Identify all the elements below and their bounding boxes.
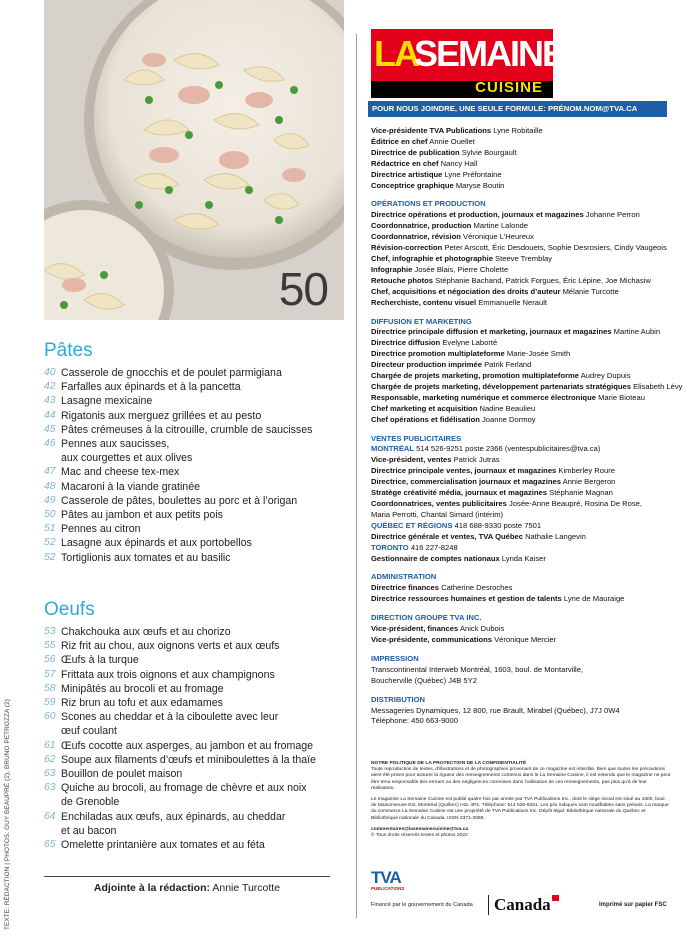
toc-item-line: Farfalles aux épinards et à la pancetta	[61, 381, 241, 394]
toc-item	[44, 753, 344, 767]
toc-page-number: 53	[44, 626, 56, 637]
masthead-row	[371, 381, 683, 393]
toc-item	[44, 394, 344, 408]
toc-page-number: 40	[44, 367, 56, 378]
masthead-row	[371, 349, 671, 360]
masthead-value: Transcontinental Interweb Montréal, 1603, boul. de Montarville,	[371, 664, 584, 674]
toc-page-number: 59	[44, 697, 56, 709]
masthead-value: Martine Aubin	[613, 327, 661, 337]
masthead-value: Stéphanie Magnan	[549, 488, 613, 498]
editorial-assistant-name: Annie Turcotte	[212, 882, 281, 894]
toc-page-number: 50	[44, 509, 56, 521]
masthead-value: Joanne Dormoy	[481, 414, 536, 424]
toc-item-title	[61, 380, 344, 394]
toc-item-line: Casserole de gnocchis et de poulet parmigiana	[61, 367, 282, 379]
masthead-row	[371, 543, 671, 554]
logo-cuisine: CUISINE	[475, 79, 543, 96]
masthead-value: Josée Blais, Pierre Cholette	[414, 264, 509, 274]
masthead-value: Annie Bergeron	[562, 477, 616, 487]
masthead-role: Révision-correction	[371, 243, 443, 253]
page-number-badge: 50	[278, 263, 328, 315]
masthead-value: Patrick Jutras	[453, 455, 500, 465]
policy-title: NOTRE POLITIQUE DE LA PROTECTION DE LA CONFIDENTIALITÉ	[371, 761, 527, 766]
toc-item	[44, 767, 344, 781]
toc-page-number: 45	[44, 423, 56, 435]
masthead-row	[371, 221, 671, 232]
toc-item-line: Bouillon de poulet maison	[61, 768, 183, 781]
masthead-value: Emmanuelle Nerault	[478, 297, 548, 307]
comments-email: commentaires@lasemainecuisine@tva.ca	[371, 826, 469, 832]
masthead-row	[371, 287, 671, 298]
masthead-row	[371, 327, 671, 338]
masthead-value: Nathalie Langevin	[525, 531, 586, 541]
masthead-role: Chargée de projets marketing, développement partenariats stratégiques	[371, 381, 631, 391]
toc-item-title	[61, 653, 344, 667]
masthead-role: Conceptrice graphique	[371, 180, 454, 190]
masthead-role: Éditrice en chef	[371, 136, 428, 146]
toc-page-number: 47	[44, 466, 56, 478]
section-title-oeufs: Oeufs	[44, 599, 95, 620]
masthead-value: Maria Perrotti, Chantal Simard (intérim)	[371, 509, 504, 519]
toc-item-title	[61, 409, 344, 423]
masthead-row	[371, 210, 671, 221]
fsc-notice: Imprimé sur papier FSC	[599, 902, 667, 908]
masthead-value: Marie-Josée Smith	[506, 349, 571, 359]
toc-page-number: 64	[44, 810, 56, 822]
masthead-role: Rédactrice en chef	[371, 158, 439, 168]
toc-page-number: 46	[44, 438, 56, 450]
toc-item-line: Mac and cheese tex-mex	[61, 466, 180, 479]
toc-item-line: Scones au cheddar et à la ciboulette avec leur	[61, 711, 279, 724]
masthead-role: Responsable, marketing numérique et commerce électronique	[371, 392, 596, 402]
toc-item-line: Omelette printanière aux tomates et au féta	[61, 839, 265, 852]
masthead-value: Sylvie Bourgault	[461, 147, 517, 157]
toc-item	[44, 838, 344, 852]
masthead-role: Coordonnatrices, ventes publicitaires	[371, 499, 507, 508]
masthead-row	[371, 488, 671, 499]
masthead-row	[371, 665, 671, 676]
masthead-row	[371, 477, 671, 488]
masthead-role: Vice-président, finances	[371, 624, 459, 634]
toc-item-line: de Grenoble	[61, 796, 120, 809]
toc-item-line: Œufs à la turque	[61, 654, 139, 667]
toc-item-title	[61, 551, 344, 565]
masthead-role: Directrice principale ventes, journaux et magazines	[371, 466, 557, 476]
toc-item-line: aux courgettes et aux olives	[61, 452, 193, 465]
tva-sub: PUBLICATIONS	[371, 886, 405, 891]
toc-item-title	[61, 753, 344, 767]
toc-item	[44, 625, 344, 639]
toc-item-line: Pâtes crémeuses à la citrouille, crumble de saucisses	[61, 423, 313, 436]
toc-page-number: 44	[44, 409, 56, 421]
masthead-value: Lyne Préfontaine	[444, 169, 502, 179]
masthead-value: Lynda Kaiser	[501, 553, 546, 563]
toc-item-line: Œufs cocotte aux asperges, au jambon et au fromage	[61, 739, 314, 752]
masthead-role: Directrice ressources humaines et gestion de talents	[371, 594, 562, 604]
toc-page-number: 60	[44, 711, 56, 723]
toc-item-title	[61, 465, 344, 479]
masthead-row	[371, 716, 671, 727]
toc-item-line: Casserole de pâtes, boulettes au porc et à l’origan	[61, 494, 298, 507]
toc-item-title	[61, 366, 344, 380]
toc-page-number: 48	[44, 480, 56, 492]
rights-notice: © Tous droits réservés textes et photos 2022	[371, 833, 468, 839]
toc-item	[44, 522, 344, 536]
masthead-value: Véronique L’Heureux	[463, 232, 534, 242]
toc-item-title	[61, 767, 344, 781]
toc-item-title	[61, 394, 344, 408]
masthead-row	[371, 126, 671, 137]
toc-item-line: Pennes aux saucisses,	[61, 438, 170, 451]
masthead-role: Coordonnatrice, révision	[371, 232, 461, 242]
toc-list-oeufs	[44, 625, 344, 852]
canada-flag-icon	[552, 895, 559, 901]
masthead-value: Audrey Dupuis	[580, 371, 631, 381]
masthead-row	[371, 635, 671, 646]
toc-item-title	[61, 639, 344, 653]
toc-page-number: 57	[44, 668, 56, 680]
toc-item-line: Enchiladas aux œufs, aux épinards, au cheddar	[61, 810, 286, 823]
masthead-role: Vice-présidente TVA Publications	[371, 126, 492, 135]
toc-item-line: Pennes au citron	[61, 523, 141, 536]
gov-funding: Financé par le gouvernement du Canada	[371, 902, 473, 908]
section-title-pates: Pâtes	[44, 340, 93, 361]
toc-item-line: œuf coulant	[61, 725, 117, 738]
toc-item-line: Riz brun au tofu et aux edamames	[61, 697, 223, 710]
masthead-row	[371, 254, 671, 265]
masthead-role: Directrice principale diffusion et marketing, journaux et magazines	[371, 327, 612, 337]
masthead-row	[371, 276, 671, 287]
toc-item-line: Minipâtés au brocoli et au fromage	[61, 682, 224, 695]
toc-item	[44, 551, 344, 565]
masthead-value: Steeve Tremblay	[495, 253, 553, 263]
toc-item-line: Rigatonis aux merguez grillées et au pesto	[61, 409, 262, 422]
toc-item	[44, 480, 344, 494]
toc-item-line: et au bacon	[61, 824, 117, 837]
masthead-role: Chef marketing et acquisition	[371, 403, 478, 413]
masthead-role: Vice-président, ventes	[371, 455, 452, 465]
contact-banner: POUR NOUS JOINDRE, UNE SEULE FORMULE: PRÉNOM.NOM@TVA.CA	[368, 101, 667, 117]
masthead-role: Infographie	[371, 264, 413, 274]
masthead-role: Directrice diffusion	[371, 338, 441, 348]
toc-item-line: Lasagne mexicaine	[61, 395, 153, 408]
masthead-section-title: DISTRIBUTION	[371, 694, 425, 704]
masthead-value: Patrik Ferland	[484, 360, 532, 370]
toc-page-number: 62	[44, 753, 56, 765]
masthead-section-title: ADMINISTRATION	[371, 572, 437, 582]
masthead-section-title: DIRECTION GROUPE TVA INC.	[371, 613, 482, 623]
masthead-row	[371, 159, 671, 170]
toc-item	[44, 696, 344, 710]
toc-item-title	[61, 781, 344, 809]
toc-item-title	[61, 437, 344, 465]
masthead-value: Catherine Desroches	[441, 583, 513, 593]
masthead-row	[371, 360, 671, 371]
masthead-value: Martine Lalonde	[473, 221, 528, 231]
masthead-row	[371, 243, 671, 254]
masthead-role: Stratège créativité média, journaux et magazines	[371, 488, 547, 498]
canada-text: Canada	[494, 895, 551, 914]
toc-item	[44, 668, 344, 682]
masthead-role: Chef, acquisitions et négociation des droits d’auteur	[371, 286, 561, 296]
masthead-row	[371, 338, 671, 349]
toc-item-title	[61, 508, 344, 522]
masthead-row	[371, 554, 671, 565]
toc-page-number: 49	[44, 494, 56, 506]
toc-item	[44, 653, 344, 667]
masthead-row	[371, 583, 671, 594]
toc-item	[44, 494, 344, 508]
masthead-role: Gestionnaire de comptes nationaux	[371, 553, 500, 563]
policy-text: Toute reproduction de textes, d’illustrations et de photographies provenant de ce magazine est interdite. Bien que toutes les précautions aient été prises pour assurer la rigueur des renseignements contenus dans le La Semaine Cuisine, il est entendu que le magazine ne peut être tenu responsable des erreurs ou des négligences commises dans l’utilisation de ces renseignements, pas plus qu’à de leur réalisation.	[371, 767, 671, 791]
masthead-value: Evelyne Laborté	[442, 338, 498, 348]
toc-item-line: Pâtes au jambon et aux petits pois	[61, 509, 223, 522]
masthead-section-title: DIFFUSION ET MARKETING	[371, 316, 472, 326]
toc-item	[44, 739, 344, 753]
masthead-role: Vice-présidente, communications	[371, 634, 492, 644]
masthead-role: Directeur production imprimée	[371, 360, 482, 370]
masthead-role: Chef, infographie et photographie	[371, 253, 493, 263]
masthead-value: Johanne Perron	[585, 210, 640, 220]
toc-page-number: 63	[44, 768, 56, 780]
toc-item	[44, 409, 344, 423]
masthead-value: Lyne Robitaille	[493, 126, 543, 135]
toc-item	[44, 682, 344, 696]
masthead-row	[371, 404, 671, 415]
editorial-assistant-label: Adjointe à la rédaction:	[93, 882, 211, 894]
toc-item-title	[61, 696, 344, 710]
fine-print	[371, 761, 671, 839]
toc-item-line: Macaroni à la viande gratinée	[61, 480, 200, 493]
masthead-row	[371, 232, 671, 243]
toc-item	[44, 639, 344, 653]
toc-item-title	[61, 536, 344, 550]
masthead-value: Mélanie Turcotte	[562, 286, 619, 296]
toc-item-title	[61, 668, 344, 682]
masthead-value: Anick Dubois	[459, 624, 505, 634]
masthead-row	[371, 594, 671, 605]
masthead-value: Messageries Dynamiques, 12 800, rue Brault, Mirabel (Québec), J7J 0W4	[371, 705, 620, 715]
toc-item-title	[61, 838, 344, 852]
toc-item	[44, 810, 344, 838]
masthead-value: Nancy Hall	[440, 158, 478, 168]
masthead-row	[371, 415, 671, 426]
masthead-role: Directrice finances	[371, 583, 439, 593]
masthead-row	[371, 170, 671, 181]
toc-item-line: Tortiglionis aux tomates et au basilic	[61, 551, 231, 564]
toc-item-line: Lasagne aux épinards et aux portobellos	[61, 537, 252, 550]
column-divider	[356, 34, 357, 918]
logo-la: LA	[374, 33, 418, 74]
toc-item	[44, 508, 344, 522]
masthead-value: Téléphone: 450 663-9000	[371, 716, 458, 726]
toc-item-line: Riz frit au chou, aux oignons verts et aux œufs	[61, 640, 280, 653]
masthead-value: 418 688-9330 poste 7501	[454, 520, 542, 530]
masthead-role: Directrice de publication	[371, 147, 460, 157]
logo-semaine: SEMAINE	[414, 33, 565, 74]
masthead-value: Kimberley Roure	[558, 466, 615, 476]
toc-item-title	[61, 625, 344, 639]
toc-page-number: 63	[44, 782, 56, 794]
masthead-value: Elisabeth Lévy	[633, 381, 683, 391]
masthead-row	[371, 466, 671, 477]
masthead-value: Nadine Beaulieu	[479, 403, 536, 413]
toc-item-title	[61, 423, 344, 437]
masthead-role: Directrice, commercialisation journaux et magazines	[371, 477, 561, 487]
toc-page-number: 51	[44, 523, 56, 535]
masthead-role: Chargée de projets marketing, promotion multiplateforme	[371, 371, 580, 381]
toc-item	[44, 536, 344, 550]
toc-item-title	[61, 682, 344, 696]
masthead-role: Directrice générale et ventes, TVA Québec	[371, 531, 523, 541]
masthead-value: Annie Ouellet	[429, 136, 475, 146]
masthead-role: Retouche photos	[371, 275, 434, 285]
masthead-value: Maryse Boutin	[455, 180, 505, 190]
toc-page-number: 58	[44, 682, 56, 694]
masthead-value: Peter Arscott, Éric Desdouets, Sophie Desrosiers, Cindy Vaugeois	[444, 243, 667, 253]
masthead-role: Coordonnatrice, production	[371, 221, 472, 231]
toc-item-line: Frittata aux trois oignons et aux champignons	[61, 668, 275, 681]
toc-item-title	[61, 810, 344, 838]
gov-separator	[488, 895, 489, 915]
toc-page-number: 52	[44, 551, 56, 563]
toc-item	[44, 366, 344, 380]
toc-item-title	[61, 494, 344, 508]
toc-item-line: Chakchouka aux œufs et au chorizo	[61, 626, 231, 638]
masthead-region: QUÉBEC ET RÉGIONS	[371, 520, 453, 530]
masthead-value: Véronique Mercier	[494, 634, 557, 644]
masthead-row	[371, 298, 671, 309]
masthead-section-title: IMPRESSION	[371, 653, 419, 663]
photo-credit: TEXTE: RÉDACTION | PHOTOS: GUY BEAUPRÉ (2), BRUNO PETROZZA (2)	[4, 699, 11, 930]
toc-item-title	[61, 480, 344, 494]
toc-item	[44, 710, 344, 738]
masthead-row	[371, 532, 671, 543]
toc-list-pates	[44, 366, 344, 565]
tva-logo	[371, 868, 404, 891]
masthead	[371, 126, 683, 727]
masthead-value: Josée-Anne Beaupré, Rosina De Rose,	[509, 499, 642, 508]
toc-page-number: 52	[44, 537, 56, 549]
tva-mark: TVA	[371, 868, 401, 887]
masthead-value: Boucherville (Québec) J4B 5Y2	[371, 675, 477, 685]
toc-item-line: Soupe aux filaments d’œufs et miniboulettes à la thaïe	[61, 753, 316, 766]
masthead-role: Directrice promotion multiplateforme	[371, 349, 505, 359]
masthead-row	[371, 521, 671, 532]
masthead-section-title: VENTES PUBLICITAIRES	[371, 433, 462, 443]
masthead-role: Directrice opérations et production, journaux et magazines	[371, 210, 584, 220]
masthead-row	[371, 148, 671, 159]
magazine-logo	[371, 29, 565, 98]
cover-photo	[44, 0, 344, 320]
masthead-value: Stéphanie Bachand, Patrick Forgues, Éric Lépine, Joe Michasiw	[435, 275, 651, 285]
toc-item	[44, 380, 344, 394]
toc-item-title	[61, 522, 344, 536]
toc-item	[44, 781, 344, 809]
toc-page-number: 43	[44, 395, 56, 407]
masthead-role: Directrice artistique	[371, 169, 443, 179]
masthead-row	[371, 265, 671, 276]
masthead-row	[371, 499, 671, 510]
masthead-value: 416 227-8248	[410, 542, 458, 552]
toc-item	[44, 465, 344, 479]
toc-page-number: 65	[44, 839, 56, 851]
toc-item	[44, 437, 344, 465]
masthead-row	[371, 706, 671, 717]
masthead-row	[371, 181, 671, 192]
toc-page-number: 55	[44, 640, 56, 652]
toc-page-number: 61	[44, 739, 56, 751]
masthead-region: TORONTO	[371, 542, 409, 552]
masthead-row	[371, 393, 671, 404]
toc-item-line: Quiche au brocoli, au fromage de chèvre et aux noix	[61, 782, 307, 795]
legal-text: Le magazine La Semaine Cuisine est publié quatre fois par année par TVA Publications Inc., dont le siège social est situé au 1600, boul. de Maisonneuve Est, Montréal (Québec) H2L 4P2. Téléphone: 514 526-9251. Les prix indiqués sont modifiables sans préavis. La marque du commerce La Semaine Cuisine est une propriété de TVA Publications Inc. Dépôt légal: Bibliothèque nationale du Québec et Bibliothèque nationale du Canada. ISSN 2371-3089.	[371, 797, 669, 821]
masthead-row	[371, 444, 671, 455]
masthead-role: Chef opérations et fidélisation	[371, 414, 480, 424]
masthead-section-title: OPÉRATIONS ET PRODUCTION	[371, 199, 486, 209]
toc-page-number: 56	[44, 654, 56, 666]
toc-item	[44, 423, 344, 437]
toc-item-title	[61, 710, 344, 738]
canada-wordmark	[494, 895, 551, 915]
masthead-region: MONTRÉAL	[371, 444, 415, 454]
masthead-role: Recherchiste, contenu visuel	[371, 297, 477, 307]
masthead-value: 514 526-9251 poste 2366 (ventespublicitaires@tva.ca)	[416, 444, 601, 454]
masthead-row	[371, 455, 671, 466]
masthead-row	[371, 676, 671, 687]
toc-item-title	[61, 739, 344, 753]
masthead-value: Lyne de Mauraige	[563, 594, 625, 604]
masthead-row	[371, 510, 671, 521]
toc-page-number: 42	[44, 381, 56, 393]
editorial-assistant	[44, 876, 330, 894]
masthead-row	[371, 137, 671, 148]
masthead-row	[371, 624, 671, 635]
masthead-value: Marie Bioteau	[598, 392, 645, 402]
masthead-row	[371, 371, 671, 382]
